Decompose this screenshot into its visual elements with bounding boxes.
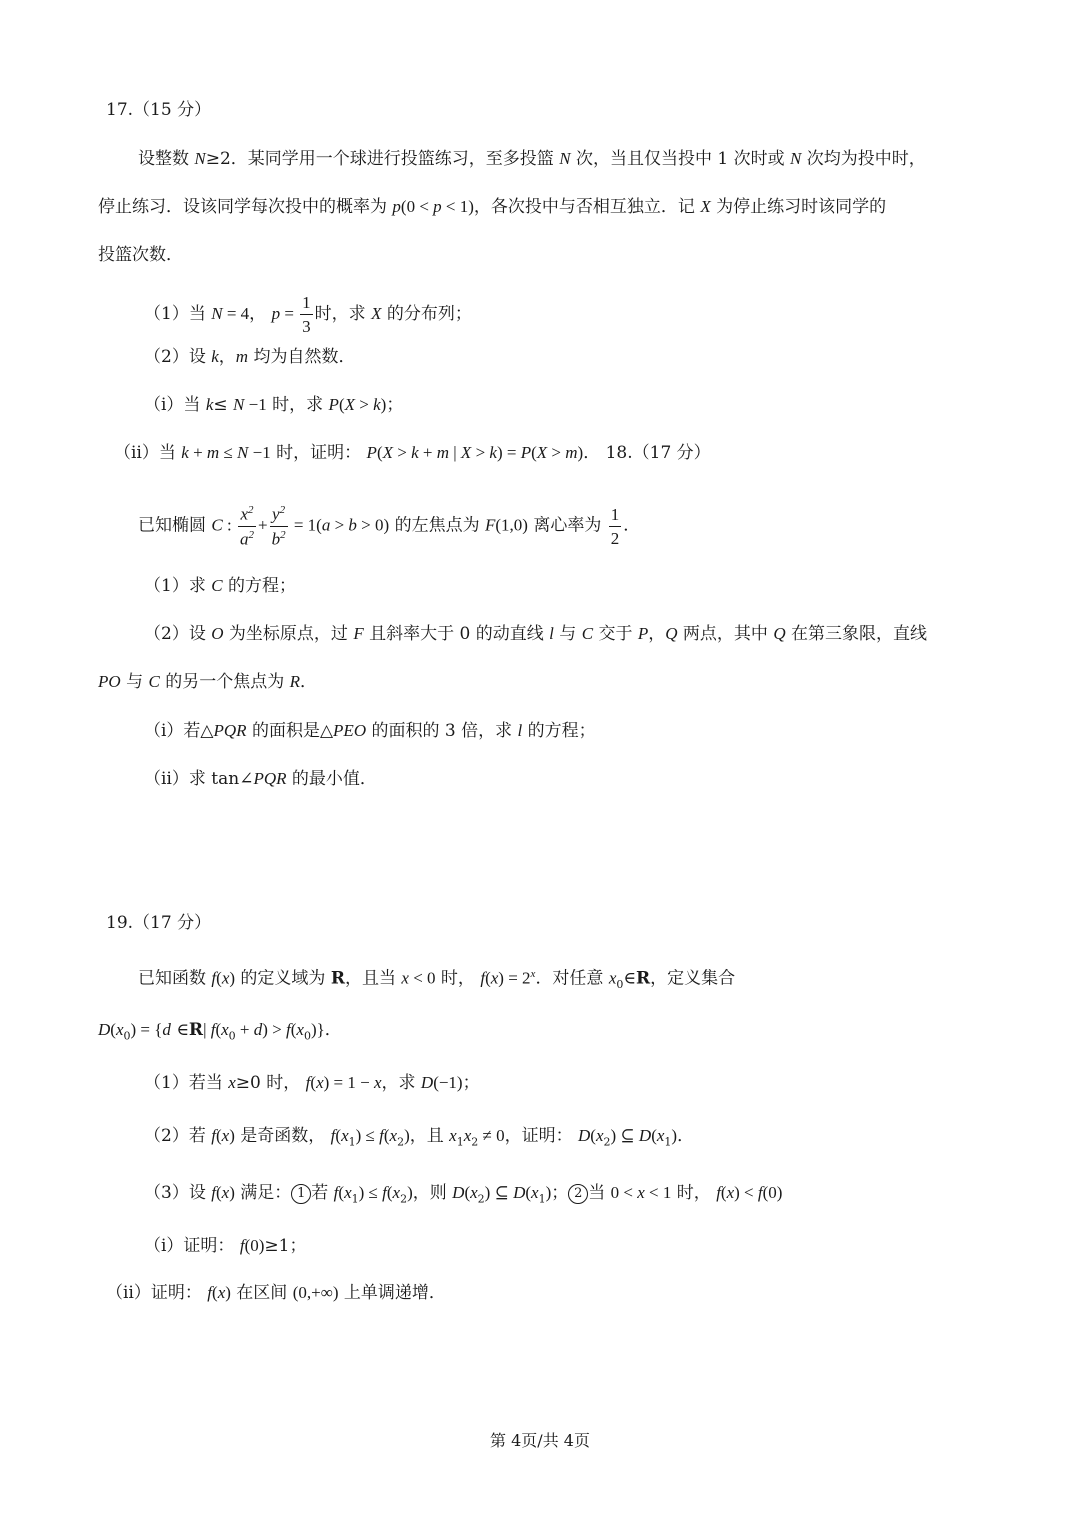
q17-intro-line2: 停止练习．设该同学每次投中的概率为 p(0 < p < 1)，各次投中与否相互独立．记 X 为停止练习时该同学的 xyxy=(98,197,887,217)
q19-part1: （1）若当 x≥0 时， f(x) = 1 − x，求 D(−1)； xyxy=(144,1073,480,1093)
q18-part1: （1）求 C 的方程； xyxy=(144,576,296,596)
q19-part2: （2）若 f(x) 是奇函数， $f(x_1) \le f(x_2)$，且 $x_1x_2 \ne 0$，证明： $D(x_2)$ ⊆ $D(x_1)$． xyxy=(144,1126,695,1149)
q18-part2-i: （ⅰ）若△PQR 的面积是△PEO 的面积的 3 倍，求 l 的方程； xyxy=(144,721,596,741)
q17-part2-ii: （ⅱ）当 k + m ≤ N −1 时，证明： P(X > k + m | X > k) = P(X > m)． 18.（17 分） xyxy=(114,443,711,463)
q19-part3: （3）设 f(x) 满足： 1 若 $f(x_1) \le f(x_2)$，则 $D(x_2)$ ⊆ $D(x_1)$； 2 当 0 < x < 1 时， f(x) < f(0) xyxy=(144,1183,783,1206)
circled-one-marker: 1 xyxy=(291,1184,311,1204)
q17-header: 17.（15 分） xyxy=(106,100,212,120)
q18-intro: 已知椭圆 C : $\frac{x^2}{a^2}$ + $\frac{y^2}{b^2}$ = 1(a > b > 0) 的左焦点为 F(1,0) 离心率为 $\frac{1}{2}$ ． xyxy=(138,504,641,549)
q19-intro-line2: $D(x_0) = \{d$ ∈R| $f(x_0 + d) > f(x_0)$}． xyxy=(98,1020,342,1043)
page-footer: 第 4页/共 4页 xyxy=(490,1431,590,1450)
q18-part2-ii: （ⅱ）求 tan∠PQR 的最小值． xyxy=(144,769,377,789)
q17-intro-line1: 设整数 N≥2．某同学用一个球进行投篮练习，至多投篮 N 次，当且仅当投中 1 次时或 N 次均为投中时， xyxy=(138,149,926,169)
q19-header: 19.（17 分） xyxy=(106,913,212,933)
circled-two-marker: 2 xyxy=(568,1184,588,1204)
q18-part2-line1: （2）设 O 为坐标原点，过 F 且斜率大于 0 的动直线 l 与 C 交于 P，Q 两点，其中 Q 在第三象限，直线 xyxy=(144,624,928,644)
q19-intro-line1: 已知函数 f(x) 的定义域为 R，且当 x < 0 时， $f(x) = 2^x$．对任意 $x_0\in R$，定义集合 xyxy=(138,968,736,992)
q19-part3-ii: （ⅱ）证明： f(x) 在区间 (0,+∞) 上单调递增． xyxy=(106,1283,446,1303)
q17-intro-line3: 投篮次数． xyxy=(98,245,183,265)
q17-part1: （1）当 N = 4， p = $\frac{1}{3}$ 时，求 X 的分布列； xyxy=(144,293,472,336)
q18-part2-line2: PO 与 C 的另一个焦点为 R． xyxy=(98,672,318,692)
q19-part3-i: （ⅰ）证明： f(0)≥1； xyxy=(144,1236,307,1256)
q18-header: 18.（17 分） xyxy=(605,443,711,463)
q17-part2-i: （ⅰ）当 k≤ N −1 时，求 P(X > k)； xyxy=(144,395,404,415)
q17-part2: （2）设 k，m 均为自然数． xyxy=(144,347,356,367)
